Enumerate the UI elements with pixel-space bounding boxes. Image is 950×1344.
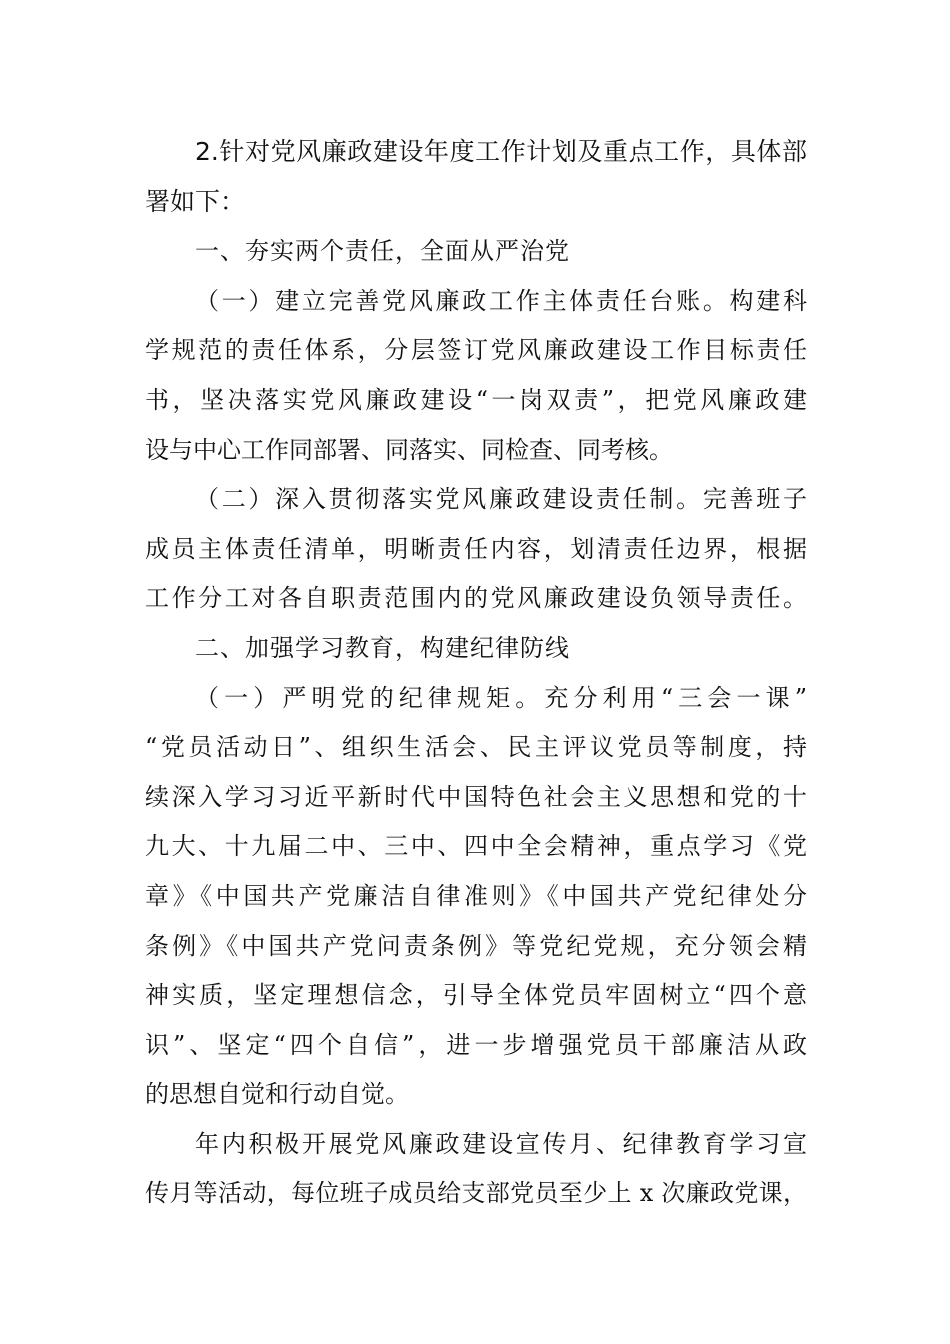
paragraph-line: 传月等活动，每位班子成员给支部党员至少上 x 次廉政党课，	[145, 1179, 807, 1208]
paragraph-line: 识”、坚定“四个自信”，进一步增强党员干部廉洁从政	[145, 1030, 807, 1059]
paragraph-line: （一）建立完善党风廉政工作主体责任台账。构建科	[195, 286, 807, 315]
paragraph-line: 条例》《中国共产党问责条例》等党纪党规，充分领会精	[145, 931, 807, 960]
paragraph-line: （一）严明党的纪律规矩。充分利用“三会一课”	[195, 683, 807, 712]
paragraph-line: 学规范的责任体系，分层签订党风廉政建设工作目标责任	[145, 336, 807, 365]
paragraph-line: 成员主体责任清单，明晰责任内容，划清责任边界，根据	[145, 534, 807, 563]
section-heading: 二、加强学习教育，构建纪律防线	[195, 633, 570, 662]
paragraph-line: 续深入学习习近平新时代中国特色社会主义思想和党的十	[145, 782, 807, 811]
paragraph-line: 九大、十九届二中、三中、四中全会精神，重点学习《党	[145, 832, 807, 861]
paragraph-line: 的思想自觉和行动自觉。	[145, 1080, 409, 1109]
document-title-line: 署如下：	[145, 186, 246, 216]
section-heading: 一、夯实两个责任，全面从严治党	[195, 237, 570, 266]
paragraph-line: 章》《中国共产党廉洁自律准则》《中国共产党纪律处分	[145, 881, 807, 910]
paragraph-line: 神实质，坚定理想信念，引导全体党员牢固树立“四个意	[145, 981, 807, 1010]
paragraph-line: （二）深入贯彻落实党风廉政建设责任制。完善班子	[195, 485, 807, 514]
document-title-line: 2.针对党风廉政建设年度工作计划及重点工作，具体部	[195, 137, 807, 166]
paragraph-line: 书，坚决落实党风廉政建设“一岗双责”，把党风廉政建	[145, 385, 807, 414]
document-page	[145, 132, 807, 1223]
paragraph-line: 工作分工对各自职责范围内的党风廉政建设负领导责任。	[145, 584, 807, 613]
paragraph-line: “党员活动日”、组织生活会、民主评议党员等制度，持	[145, 733, 807, 762]
paragraph-line: 年内积极开展党风廉政建设宣传月、纪律教育学习宣	[195, 1129, 807, 1158]
paragraph-line: 设与中心工作同部署、同落实、同检查、同考核。	[145, 435, 673, 464]
